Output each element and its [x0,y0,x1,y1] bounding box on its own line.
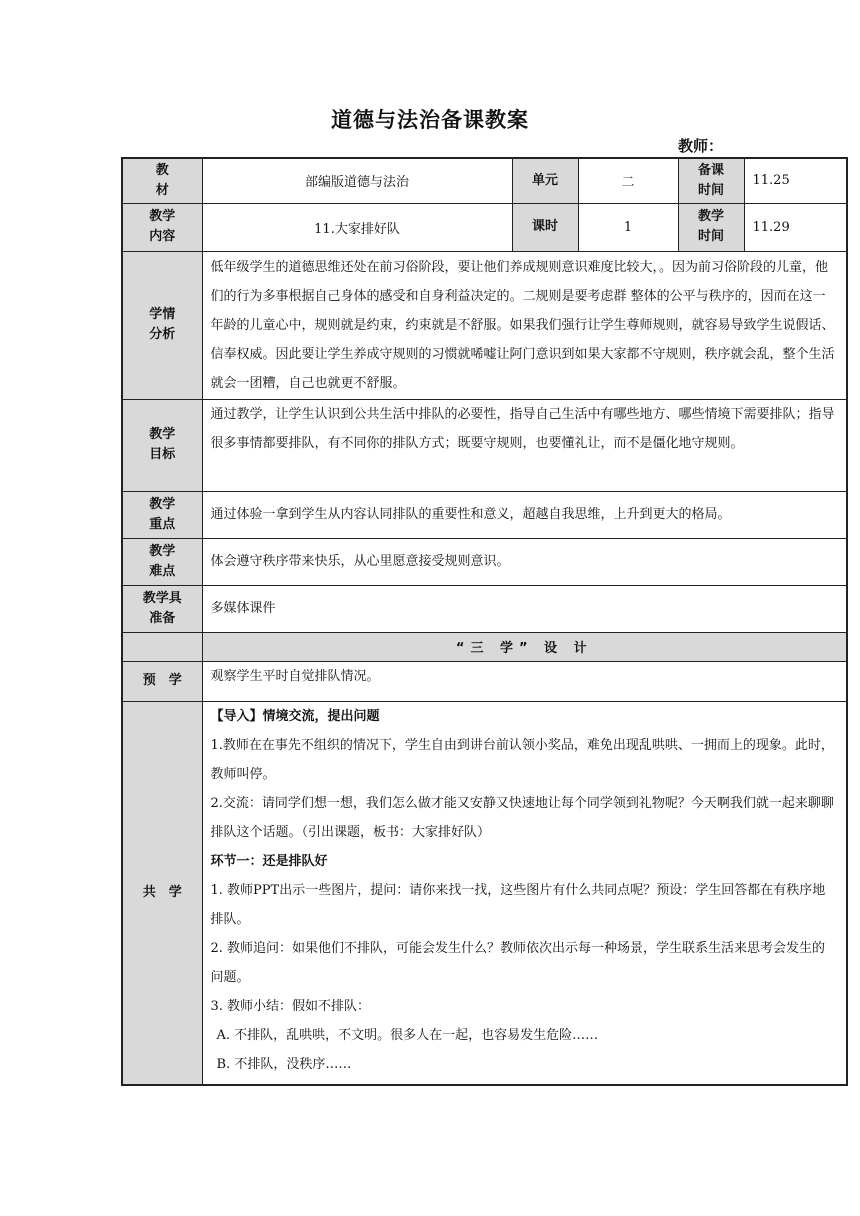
difficulty-label: 教学 难点 [122,538,202,585]
step-3: 3. 教师小结：假如不排队： [210,998,371,1014]
preview-label: 预 学 [122,661,202,701]
step-2: 2. 教师追问：如果他们不排队，可能会发生什么？教师依次出示每一种场景，学生联系生活来思考会发生的问题。 [210,940,826,985]
preview-text: 观察学生平时自觉排队情况。 [202,661,847,701]
cowork-label: 共 学 [122,701,202,1085]
period-label: 课时 [512,203,578,251]
intro-paragraph-1: 1.教师在在事先不组织的情况下，学生自由到讲台前认领小奖品，难免出现乱哄哄、一拥而上的现象。此时，教师叫停。 [210,737,834,782]
three-learning-design-heading: “三 学” 设 计 [202,632,847,661]
content-label: 教学 内容 [122,203,202,251]
content-value: 11.大家排好队 [202,203,512,251]
table-row [122,585,847,632]
page-title: 道德与法治备课教案 [331,108,529,132]
table-row [122,701,847,1085]
section1-heading: 环节一：还是排队好 [210,853,328,869]
table-row [122,632,847,661]
unit-value: 二 [578,158,678,203]
difficulty-text: 体会遵守秩序带来快乐，从心里愿意接受规则意识。 [202,538,847,585]
point-b: B. 不排队，没秩序…… [216,1056,352,1072]
analysis-label: 学情 分析 [122,251,202,399]
teach-time-label: 教学 时间 [678,203,744,251]
step-1: 1. 教师PPT出示一些图片，提问：请你来找一找，这些图片有什么共同点呢？预设：学生回答都在有秩序地排队。 [210,882,826,927]
table-row [122,251,847,399]
tools-text: 多媒体课件 [202,585,847,632]
key-point-text: 通过体验一拿到学生从内容认同排队的重要性和意义，超越自我思维，上升到更大的格局。 [202,491,847,538]
table-row [122,491,847,538]
prep-time-value: 11.25 [744,158,847,203]
cowork-content [202,701,847,1085]
prep-time-label: 备课 时间 [678,158,744,203]
goal-label: 教学 目标 [122,399,202,491]
goal-text: 通过教学，让学生认识到公共生活中排队的必要性，指导自己生活中有哪些地方、哪些情境下需要排队；指导很多事情都要排队，有不同你的排队方式；既要守规则，也要懂礼让，而不是僵化地守规则。 [202,399,847,491]
tools-label: 教学具 准备 [122,585,202,632]
teach-time-value: 11.29 [744,203,847,251]
table-row [122,538,847,585]
teacher-label: 教师： [678,137,724,155]
period-value: 1 [578,203,678,251]
material-label: 教 材 [122,158,202,203]
material-value: 部编版道德与法治 [202,158,512,203]
key-point-label: 教学 重点 [122,491,202,538]
analysis-text: 低年级学生的道德思维还处在前习俗阶段，要让他们养成规则意识难度比较大，。因为前习俗阶段的儿童，他们的行为多事根据自己身体的感受和自身利益决定的。二规则是要考虑群 整体的公平与秩序的，因而在这一年龄的儿童心中，规则就是约束，约束就是不舒服。如果我们强行让学生尊师规则，就容易导致学生说假话、信奉权威。因此要让学生养成守规则的习惯就唏嘘让阿门意识到如果大家都不守规则，秩序就会乱，整个生活就会一团糟，自己也就更不舒服。 [202,251,847,399]
table-row [122,399,847,491]
intro-paragraph-2: 2.交流：请同学们想一想，我们怎么做才能又安静又快速地让每个同学领到礼物呢？今天啊我们就一起来聊聊排队这个话题。（引出课题，板书：大家排好队） [210,795,834,840]
table-row [122,158,847,203]
unit-label: 单元 [512,158,578,203]
lesson-plan-table [121,157,848,1086]
point-a: A. 不排队，乱哄哄，不文明。很多人在一起，也容易发生危险…… [216,1027,599,1043]
table-row [122,203,847,251]
table-row [122,661,847,701]
intro-heading: 【导入】情境交流，提出问题 [210,708,380,724]
blank-cell [122,632,202,661]
